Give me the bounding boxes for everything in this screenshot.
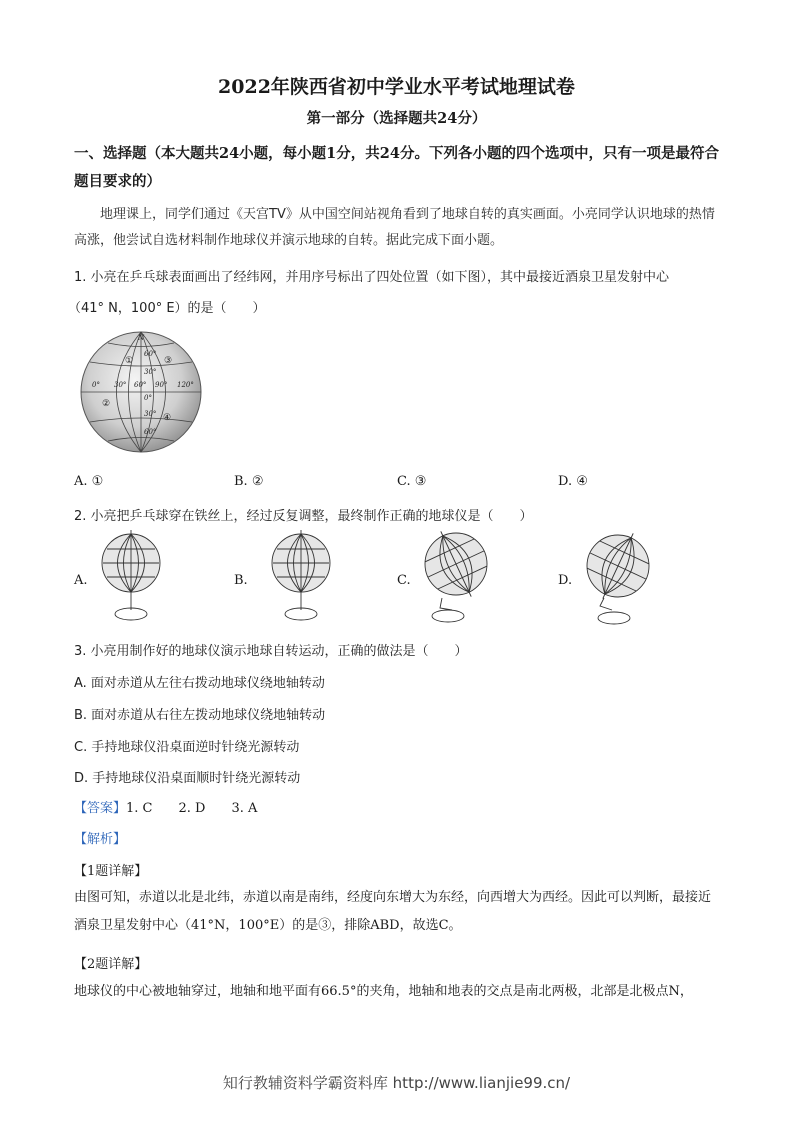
analysis-label: 【解析】 (74, 832, 127, 847)
detail1-heading: 【1题详解】 (74, 864, 148, 879)
q1-option-c[interactable]: C. ③ (397, 474, 427, 489)
detail2-heading: 【2题详解】 (74, 957, 148, 972)
detail2-text: 地球仪的中心被地轴穿过，地轴和地平面有66.5°的夹角，地轴和地表的交点是南北两极，北部是北极点N， (74, 984, 693, 999)
svg-text:60°: 60° (144, 428, 157, 436)
svg-text:60°: 60° (144, 350, 157, 358)
q1-option-d[interactable]: D. ④ (558, 474, 588, 489)
q2-globe-c (416, 528, 496, 628)
svg-text:90°: 90° (155, 381, 168, 389)
svg-text:0°: 0° (92, 381, 100, 389)
answer-item-1: 1. C (126, 801, 153, 816)
q2-option-b[interactable]: B. (234, 573, 248, 588)
q1-stem-line2: （41° N，100° E）的是（ ） (68, 301, 266, 316)
answer-item-2: 2. D (178, 801, 206, 816)
q2-stem: 2. 小亮把乒乓球穿在铁丝上，经过反复调整，最终制作正确的地球仪是（ ） (74, 509, 533, 524)
q3-option-b[interactable]: B. 面对赤道从右往左拨动地球仪绕地轴转动 (74, 708, 326, 723)
answer-label: 【答案】 (74, 801, 127, 816)
svg-text:30°: 30° (144, 368, 157, 376)
answer-item-3: 3. A (231, 801, 258, 816)
q2-globe-d (578, 530, 658, 630)
answer-row (74, 797, 257, 816)
section-heading: 一、选择题（本大题共24小题，每小题1分，共24分。下列各小题的四个选项中，只有一项是最符合题目要求的） (74, 145, 719, 190)
svg-text:0°: 0° (144, 394, 152, 402)
page-subtitle: 第一部分（选择题共24分） (306, 110, 487, 127)
q3-option-c[interactable]: C. 手持地球仪沿桌面逆时针绕光源转动 (74, 740, 300, 755)
globe-label-2: ② (102, 399, 111, 409)
globe-label-3: ③ (164, 356, 173, 366)
q3-option-a[interactable]: A. 面对赤道从左往右拨动地球仪绕地轴转动 (74, 676, 325, 691)
globe-pole-n: N (138, 334, 145, 342)
detail1-text: 由图可知，赤道以北是北纬，赤道以南是南纬，经度向东增大为东经，向西增大为西经。因此可以判断，最接近酒泉卫星发射中心（41°N，100°E）的是③，排除ABD，故选C。 (74, 890, 712, 933)
q2-globe-a (96, 530, 166, 626)
svg-text:30°: 30° (114, 381, 127, 389)
page-title: 2022年陕西省初中学业水平考试地理试卷 (218, 76, 575, 98)
globe-label-1: ① (125, 356, 134, 366)
q3-stem: 3. 小亮用制作好的地球仪演示地球自转运动，正确的做法是（ ） (74, 644, 468, 659)
q1-option-a[interactable]: A. ① (74, 474, 104, 489)
q2-option-a[interactable]: A. (74, 573, 88, 588)
q3-option-d[interactable]: D. 手持地球仪沿桌面顺时针绕光源转动 (74, 771, 301, 786)
q1-option-b[interactable]: B. ② (234, 474, 264, 489)
svg-text:30°: 30° (144, 410, 157, 418)
svg-text:60°: 60° (134, 381, 147, 389)
globe-label-4: ④ (163, 413, 172, 423)
footer-watermark: 知行教辅资料学霸资料库 http://www.lianjie99.cn/ (222, 1074, 571, 1092)
q2-option-d[interactable]: D. (558, 573, 573, 588)
q1-globe-figure (78, 330, 204, 454)
intro-paragraph: 地理课上，同学们通过《天宫TV》从中国空间站视角看到了地球自转的真实画面。小亮同学认识地球的热情高涨，他尝试自选材料制作地球仪并演示地球的自转。据此完成下面小题。 (74, 207, 715, 248)
svg-text:120°: 120° (177, 381, 194, 389)
q2-globe-b (266, 530, 336, 626)
q2-option-c[interactable]: C. (397, 573, 411, 588)
q1-stem-line1: 1. 小亮在乒乓球表面画出了经纬网，并用序号标出了四处位置（如下图），其中最接近酒泉卫星发射中心 (74, 270, 670, 285)
